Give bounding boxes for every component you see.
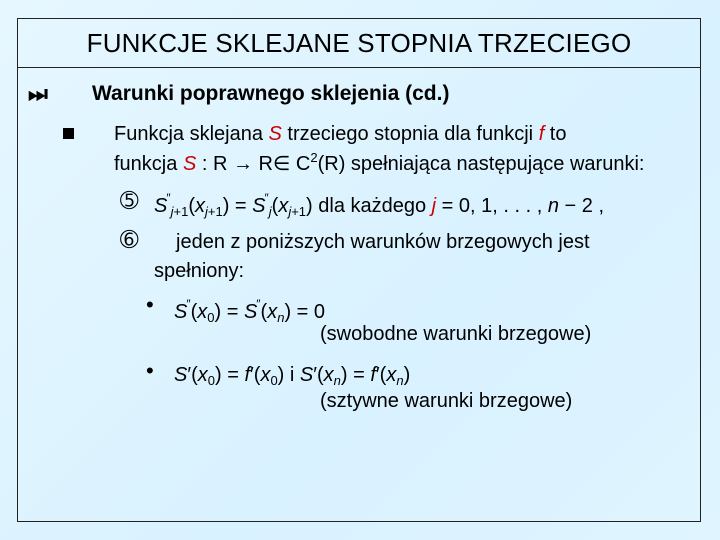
text: − 2 , — [558, 195, 604, 217]
text: = 0, 1, . . . , — [436, 195, 548, 217]
definition-line-2 — [114, 150, 644, 176]
text: to — [544, 123, 567, 145]
square-bullet-icon — [63, 128, 74, 139]
text: trzeciego stopnia dla funkcji — [281, 123, 539, 145]
symbol-f: f — [538, 123, 545, 145]
round-bullet-icon: • — [146, 292, 154, 317]
skip-forward-icon[interactable]: ⏭ — [28, 82, 44, 107]
text: i — [284, 364, 300, 386]
symbol-S: S — [268, 123, 282, 145]
natural-boundary-formula: $S''(x_0) = S''(x_n) = 0$ — [174, 297, 326, 325]
section-heading: Warunki poprawnego sklejenia (cd.) — [92, 82, 450, 105]
text: funkcja — [114, 153, 183, 175]
condition-6-line-1: jeden z poniższych warunków brzegowych jest — [176, 231, 590, 253]
condition-6-line-2: spełniony: — [154, 260, 245, 282]
text: Funkcja sklejana — [114, 123, 269, 145]
symbol-S: S — [182, 153, 197, 175]
condition-5-formula: $S''_{j+1}(x_{j+1}) = S''_j(x_{j+1})$ dla każdego j = 0, 1, . . . , n − 2 , — [154, 191, 604, 219]
clamped-boundary-formula: $S'(x_0) = f'(x_0)$ i $S'(x_n) = f'(x_n)$ — [174, 364, 411, 388]
slide-title: FUNKCJE SKLEJANE STOPNIA TRZECIEGO — [17, 18, 701, 68]
condition-5-marker: ➄ — [120, 189, 139, 214]
text: dla każdego — [318, 195, 432, 217]
slide-content — [17, 67, 701, 522]
text: : R → R∈ C — [196, 153, 311, 175]
text: (R) spełniająca następujące warunki: — [317, 153, 645, 175]
superscript: 2 — [310, 150, 318, 165]
condition-6-marker: ➅ — [120, 228, 139, 253]
natural-boundary-note: (swobodne warunki brzegowe) — [320, 323, 592, 345]
symbol-j: j — [431, 195, 437, 217]
round-bullet-icon: • — [146, 358, 154, 383]
definition-line-1 — [114, 123, 567, 146]
clamped-boundary-note: (sztywne warunki brzegowe) — [320, 390, 573, 412]
symbol-n: n — [547, 195, 559, 217]
